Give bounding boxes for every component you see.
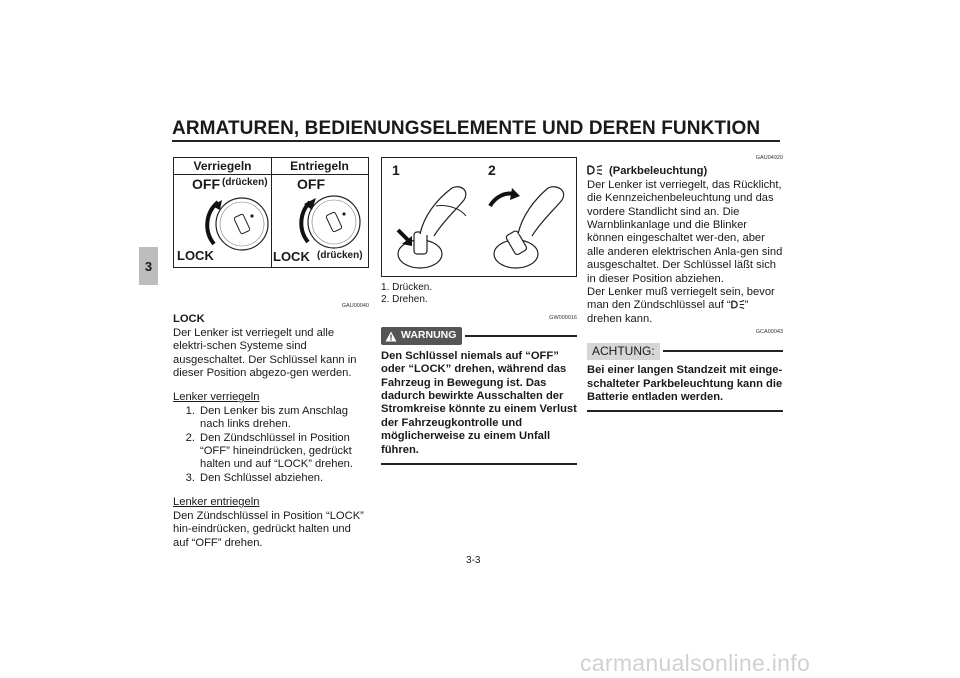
watermark: carmanualsonline.info (580, 650, 811, 676)
section-code: GAU00040 (341, 303, 369, 309)
warning-text: Den Schlüssel niemals auf “OFF” oder “LOCK” drehen, während das Fahrzeug in Bewegung ist. Das dadurch bewirkte Ausschalten der Stromkreise könnte zu einem Verlust der Fahrzeugkontrolle und möglicherweise zu einem Unfall führen. (381, 349, 577, 456)
section-code-parking: GAU04920 (755, 155, 783, 161)
lock-steering-subheading: Lenker verriegeln (173, 391, 260, 404)
lock-heading: LOCK (173, 313, 205, 326)
parking-light-section (587, 152, 783, 412)
caution-label: ACHTUNG: (587, 343, 660, 360)
hand-turn-key-icon (486, 176, 574, 272)
unlock-header: Entriegeln (271, 158, 368, 175)
warning-code: GW000016 (549, 315, 577, 321)
lock-section (173, 300, 369, 550)
list-item: 2. Den Zündschlüssel in Position “OFF” hineindrücken, gedrückt halten und auf “LOCK” drehen. (185, 431, 353, 471)
warning-section (381, 312, 577, 465)
key-switch-left-icon (200, 184, 270, 254)
caption-2: 2. Drehen. (381, 294, 428, 305)
lock-push-label: (drücken) (222, 177, 268, 188)
page-title: ARMATUREN, BEDIENUNGSELEMENTE UND DEREN FUNKTION (172, 118, 761, 139)
caution-bar (587, 343, 783, 360)
caution-rule (663, 350, 783, 352)
caution-end-rule (587, 410, 783, 412)
warning-triangle-icon (385, 331, 397, 342)
unlock-off-label: OFF (297, 176, 325, 192)
lock-off-label: OFF (192, 176, 220, 192)
parking-note: Der Lenker muß verriegelt sein, bevor man den Zündschlüssel auf “ ” drehen kann. (587, 286, 775, 325)
caption-1: 1. Drücken. (381, 282, 433, 293)
warning-label: WARNUNG (401, 329, 457, 342)
lock-description: Der Lenker ist verriegelt und alle elektri-schen Systeme sind ausgeschaltet. Der Schlüssel kann in dieser Position abgezo-gen werden. (173, 326, 357, 380)
parking-description: Der Lenker ist verriegelt, das Rücklicht, die Kennzeichenbeleuchtung und das vordere Standlicht sind an. Die Warnblinkanlage und die Blinker können eingeschaltet wer-den, aber alle anderen elektrischen Anla-gen sind ausgeschaltet. Der Schlüssel läßt sich in dieser Position abziehen. (587, 178, 783, 285)
ignition-lock-figure (173, 157, 369, 268)
step-2-number: 2 (488, 162, 496, 178)
parking-light-icon (587, 165, 603, 175)
step-1-number: 1 (392, 162, 400, 178)
push-turn-figure (381, 157, 577, 277)
list-item: 1. Den Lenker bis zum Anschlag nach links drehen. (185, 404, 349, 431)
key-switch-right-icon (294, 184, 366, 254)
title-rule (172, 140, 780, 142)
unlock-lock-label: LOCK (273, 249, 310, 264)
parking-heading: (Parkbeleuchtung) (587, 165, 783, 178)
caution-code: GCA00043 (755, 329, 783, 336)
unlock-description: Den Zündschlüssel in Position “LOCK” hin-eindrücken, gedrückt halten und auf “OFF” drehen. (173, 509, 364, 549)
list-item: 3. Den Schlüssel abziehen. (185, 471, 324, 484)
figure-divider (271, 174, 272, 267)
page-number: 3-3 (466, 555, 481, 566)
lock-lock-label: LOCK (177, 248, 214, 263)
caution-text: Bei einer langen Standzeit mit einge-schalteter Parkbeleuchtung kann die Batterie entladen werden. (587, 364, 783, 403)
warning-badge (381, 327, 462, 344)
hand-push-key-icon (390, 176, 478, 272)
chapter-tab: 3 (139, 247, 158, 285)
unlock-steering-subheading: Lenker entriegeln (173, 496, 260, 509)
unlock-push-label: (drücken) (317, 250, 363, 261)
figure-captions (381, 282, 577, 306)
warning-rule (465, 335, 577, 337)
warning-bar (381, 327, 577, 344)
warning-end-rule (381, 463, 577, 465)
parking-light-icon (731, 300, 745, 309)
lock-header: Verriegeln (174, 158, 272, 175)
